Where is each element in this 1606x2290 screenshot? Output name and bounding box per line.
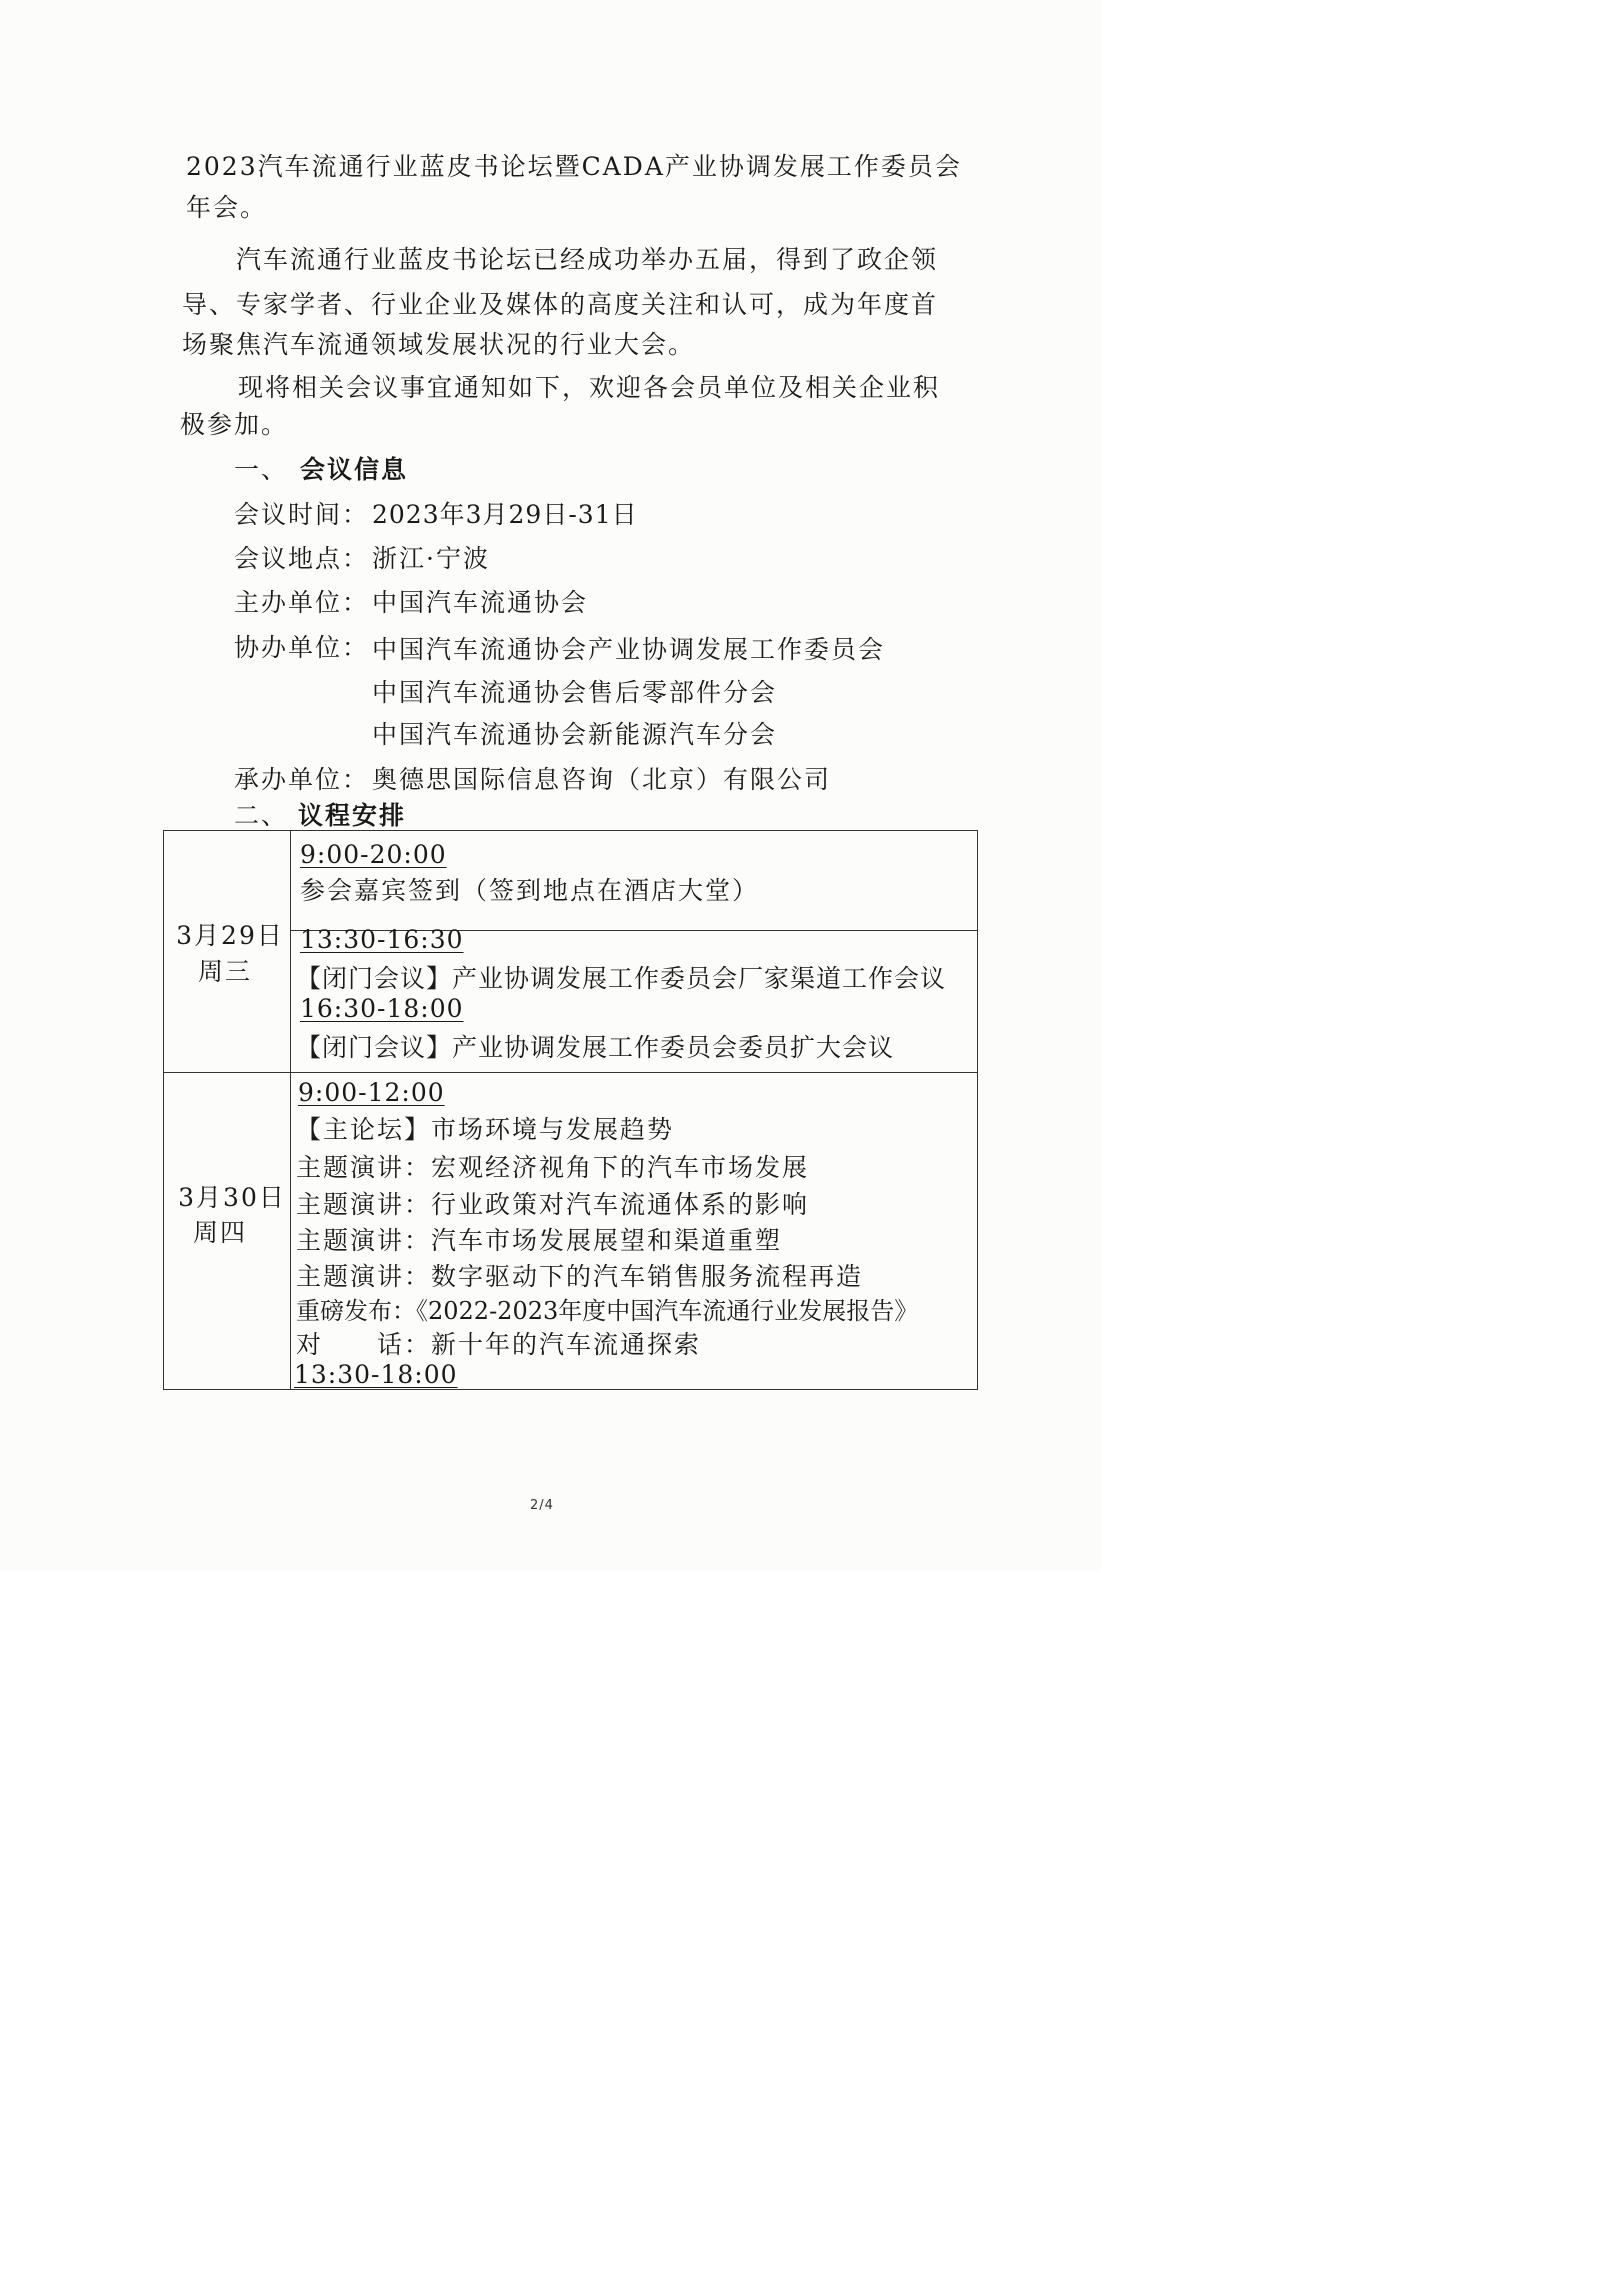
day2-item-7: 对 话：新十年的汽车流通探索 <box>296 1330 702 1359</box>
day1-block3-time: 16:30-18:00 <box>300 994 464 1023</box>
host-value: 中国汽车流通协会 <box>372 588 589 617</box>
day1-block3-text: 【闭门会议】产业协调发展工作委员会委员扩大会议 <box>296 1033 895 1062</box>
organizer-value: 奥德思国际信息咨询（北京）有限公司 <box>372 765 832 794</box>
intro-para2-line-1: 汽车流通行业蓝皮书论坛已经成功举办五届，得到了政企领 <box>236 245 939 274</box>
day1-weekday: 周三 <box>197 957 252 986</box>
day2-item-1: 【主论坛】市场环境与发展趋势 <box>296 1115 675 1144</box>
day2-item-4: 主题演讲：汽车市场发展展望和渠道重塑 <box>296 1226 783 1255</box>
co-host-label: 协办单位： <box>234 633 370 662</box>
meeting-place-value: 浙江·宁波 <box>372 544 490 573</box>
intro-para2-line-3: 场聚焦汽车流通领域发展状况的行业大会。 <box>182 330 696 359</box>
agenda-day-divider <box>163 1072 978 1073</box>
day2-block1-time: 9:00-12:00 <box>298 1078 445 1107</box>
organizer-label: 承办单位： <box>234 765 370 794</box>
day1-date: 3月29日 <box>176 921 284 950</box>
meeting-place-label: 会议地点： <box>234 544 370 573</box>
day2-item-6: 重磅发布：《2022-2023年度中国汽车流通行业发展报告》 <box>296 1297 919 1325</box>
meeting-time-label: 会议时间： <box>234 500 370 529</box>
intro-para3-line-2: 极参加。 <box>180 410 289 439</box>
section2-number: 二、 <box>234 801 289 830</box>
co-host-value-2: 中国汽车流通协会售后零部件分会 <box>372 678 778 707</box>
section1-number: 一、 <box>234 455 289 484</box>
document-page <box>0 0 1102 1571</box>
co-host-value-3: 中国汽车流通协会新能源汽车分会 <box>372 720 778 749</box>
day1-block1-time: 9:00-20:00 <box>300 840 447 869</box>
section2-title: 议程安排 <box>298 801 407 830</box>
day2-block2-time: 13:30-18:00 <box>294 1360 458 1389</box>
day2-item-2: 主题演讲：宏观经济视角下的汽车市场发展 <box>296 1153 810 1182</box>
agenda-column-divider <box>290 830 291 1390</box>
host-label: 主办单位： <box>234 588 370 617</box>
meeting-time-value: 2023年3月29日-31日 <box>372 500 638 529</box>
page-number: 2/4 <box>530 1498 554 1513</box>
intro-para3-line-1: 现将相关会议事宜通知如下，欢迎各会员单位及相关企业积 <box>238 373 941 402</box>
intro-line-2: 年会。 <box>186 193 268 222</box>
intro-line-1: 2023汽车流通行业蓝皮书论坛暨CADA产业协调发展工作委员会 <box>186 152 962 181</box>
day1-block2-text: 【闭门会议】产业协调发展工作委员会厂家渠道工作会议 <box>296 964 947 993</box>
day1-block2-time: 13:30-16:30 <box>300 925 464 954</box>
co-host-value-1: 中国汽车流通协会产业协调发展工作委员会 <box>372 635 886 664</box>
day2-weekday: 周四 <box>192 1218 247 1247</box>
day2-item-3: 主题演讲：行业政策对汽车流通体系的影响 <box>296 1190 810 1219</box>
intro-para2-line-2: 导、专家学者、行业企业及媒体的高度关注和认可，成为年度首 <box>182 290 939 319</box>
day1-block1-text: 参会嘉宾签到（签到地点在酒店大堂） <box>300 876 760 905</box>
section1-title: 会议信息 <box>300 455 409 484</box>
day2-item-5: 主题演讲：数字驱动下的汽车销售服务流程再造 <box>296 1262 864 1291</box>
day2-date: 3月30日 <box>178 1183 286 1212</box>
